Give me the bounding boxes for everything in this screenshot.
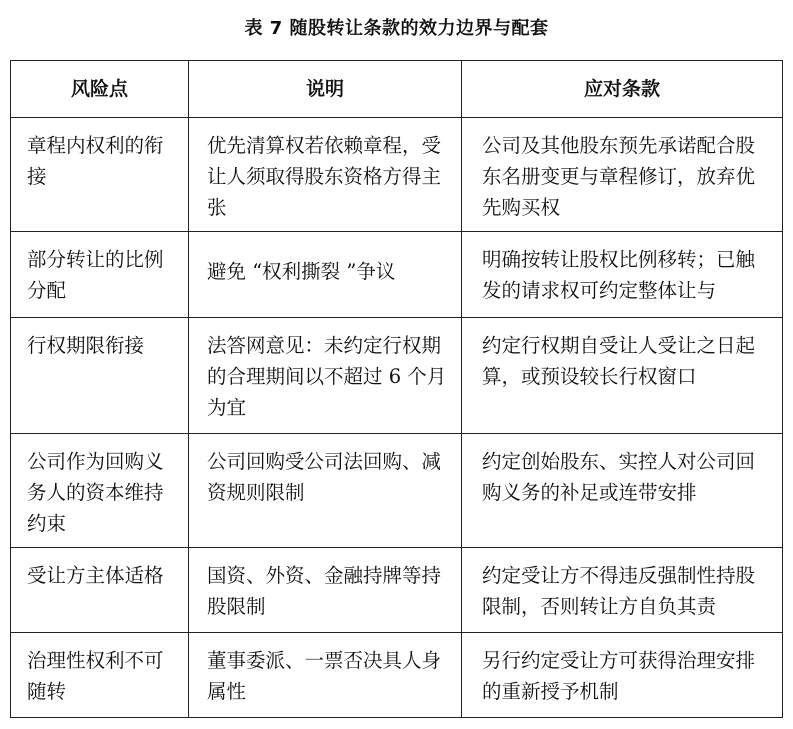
clause-cell: 约定受让方不得违反强制性持股限制，否则转让方自负其责 xyxy=(462,548,783,633)
risk-cell: 公司作为回购义务人的资本维持约束 xyxy=(11,434,189,548)
table-row xyxy=(11,548,783,633)
header-risk: 风险点 xyxy=(11,61,189,118)
description-cell: 公司回购受公司法回购、减资规则限制 xyxy=(189,434,462,548)
table-row xyxy=(11,633,783,718)
clause-cell: 约定行权期自受让人受让之日起算，或预设较长行权窗口 xyxy=(462,318,783,434)
clause-cell: 明确按转让股权比例移转；已触发的请求权可约定整体让与 xyxy=(462,232,783,318)
description-cell: 优先清算权若依赖章程，受让人须取得股东资格方得主张 xyxy=(189,118,462,232)
table-row xyxy=(11,232,783,318)
clause-cell: 另行约定受让方可获得治理安排的重新授予机制 xyxy=(462,633,783,718)
description-cell: 董事委派、一票否决具人身属性 xyxy=(189,633,462,718)
description-cell: 法答网意见：未约定行权期的合理期间以不超过 6 个月为宜 xyxy=(189,318,462,434)
header-description: 说明 xyxy=(189,61,462,118)
table-header-row xyxy=(11,61,783,118)
risk-cell: 受让方主体适格 xyxy=(11,548,189,633)
table-row xyxy=(11,434,783,548)
risk-cell: 章程内权利的衔接 xyxy=(11,118,189,232)
clause-cell: 约定创始股东、实控人对公司回购义务的补足或连带安排 xyxy=(462,434,783,548)
clause-table xyxy=(10,60,783,718)
table-row xyxy=(11,318,783,434)
clause-cell: 公司及其他股东预先承诺配合股东名册变更与章程修订，放弃优先购买权 xyxy=(462,118,783,232)
description-cell: 国资、外资、金融持牌等持股限制 xyxy=(189,548,462,633)
table-caption: 表 7 随股转让条款的效力边界与配套 xyxy=(244,18,549,39)
risk-cell: 治理性权利不可随转 xyxy=(11,633,189,718)
header-clause: 应对条款 xyxy=(462,61,783,118)
risk-cell: 部分转让的比例分配 xyxy=(11,232,189,318)
risk-cell: 行权期限衔接 xyxy=(11,318,189,434)
description-cell: 避免 “权利撕裂 ”争议 xyxy=(189,232,462,318)
table-row xyxy=(11,118,783,232)
